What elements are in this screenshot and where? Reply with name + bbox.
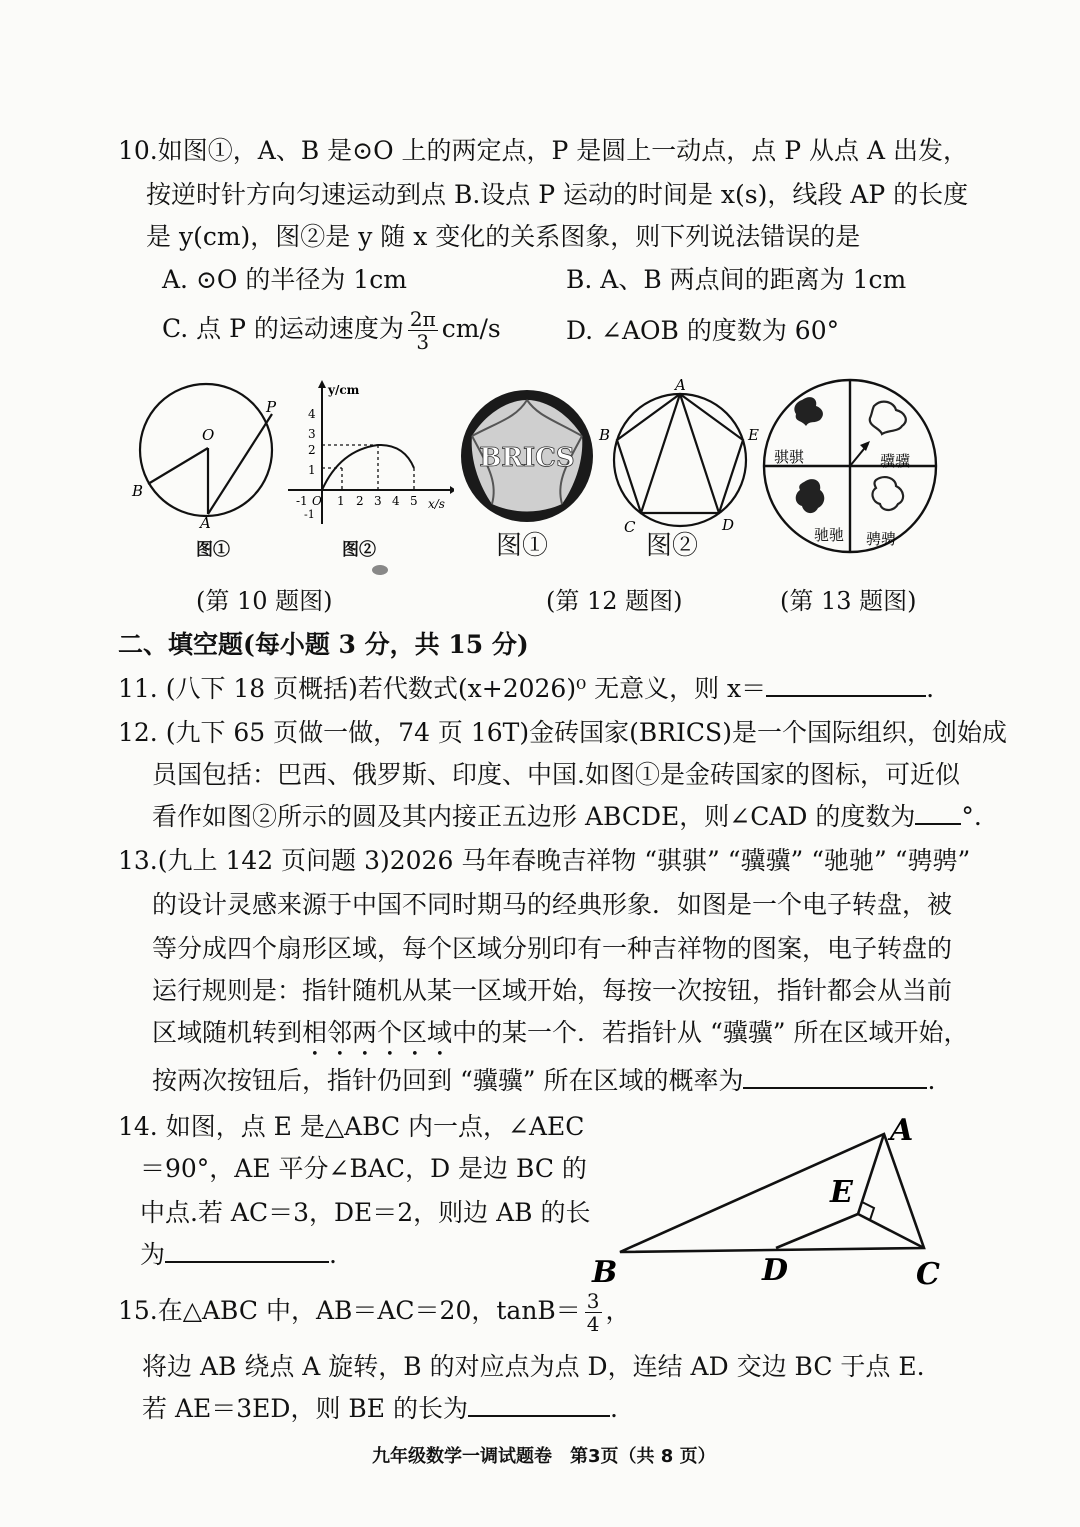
point-d-label: D bbox=[762, 1253, 789, 1288]
q13-line3: 等分成四个扇形区域，每个区域分别印有一种吉祥物的图案，电子转盘的 bbox=[152, 934, 953, 963]
q13-line5-post: 中的某一个．若指针从 “骥骥” 所在区域开始， bbox=[452, 1018, 969, 1047]
point-d-label: D bbox=[722, 516, 735, 534]
q15-line3 bbox=[142, 1392, 618, 1426]
point-e-label: E bbox=[748, 426, 759, 444]
sector-qiqi-label: 骐骐 bbox=[774, 448, 805, 466]
q14-line4 bbox=[140, 1238, 337, 1272]
point-a-label: A bbox=[675, 378, 686, 394]
q10-figure2-label: 图② bbox=[342, 540, 376, 560]
q10-option-c-fraction: $\frac{2\pi}{3}$ bbox=[409, 307, 436, 354]
mascot-chichi-icon bbox=[796, 479, 825, 513]
q13-line6 bbox=[152, 1064, 935, 1098]
point-a-label: A bbox=[890, 1113, 914, 1148]
q15-answer-blank[interactable] bbox=[468, 1393, 610, 1417]
mascot-chengcheng-icon bbox=[873, 477, 904, 510]
point-c-label: C bbox=[624, 518, 636, 536]
caption-q10: (第 10 题图) bbox=[196, 587, 333, 615]
q12-figure1-label: 图① bbox=[496, 531, 549, 561]
q12-end: °. bbox=[961, 802, 982, 831]
y-axis-label: y/cm bbox=[328, 383, 360, 397]
y-tick-2: 2 bbox=[308, 443, 316, 457]
x-tick-2: 2 bbox=[356, 494, 364, 508]
q13-end: . bbox=[927, 1066, 936, 1095]
point-o-label: O bbox=[202, 426, 215, 444]
q13-spinner-wheel bbox=[762, 378, 942, 558]
y-tick-1: 1 bbox=[308, 463, 316, 477]
q14-line1: 14. 如图，点 E 是△ABC 内一点，∠AEC bbox=[118, 1112, 585, 1141]
q12-line3 bbox=[152, 800, 982, 834]
y-tick-4: 4 bbox=[308, 407, 316, 421]
point-c-label: C bbox=[916, 1257, 940, 1292]
q10-option-c-unit: cm/s bbox=[441, 314, 501, 343]
q13-line5 bbox=[152, 1016, 969, 1062]
x-tick-4: 4 bbox=[392, 494, 400, 508]
q14-line4-text: 为 bbox=[140, 1240, 166, 1269]
q14-line3: 中点.若 AC＝3，DE＝2，则边 AB 的长 bbox=[140, 1198, 591, 1227]
q13-line1: 13.(九上 142 页问题 3)2026 马年春晚吉祥物 “骐骐” “骥骥” “驰驰” “骋骋” bbox=[118, 846, 971, 875]
q10-line3: 是 y(cm)，图②是 y 随 x 变化的关系图象，则下列说法错误的是 bbox=[146, 222, 861, 251]
x-tick-neg1: -1 bbox=[296, 494, 308, 508]
q12-line2: 员国包括：巴西、俄罗斯、印度、中国.如图①是金砖国家的图标，可近似 bbox=[152, 760, 960, 789]
brics-logo-text: BRICS bbox=[479, 443, 575, 473]
q14-line2: ＝90°，AE 平分∠BAC，D 是边 BC 的 bbox=[140, 1154, 587, 1183]
q12-figure1-brics-logo bbox=[458, 386, 596, 526]
q14-answer-blank[interactable] bbox=[165, 1239, 329, 1263]
section2-title: 二、填空题(每小题 3 分，共 15 分) bbox=[118, 630, 529, 659]
y-tick-neg1: -1 bbox=[304, 508, 315, 521]
q15-tan-fraction: $\frac{3}{4}$ bbox=[586, 1289, 600, 1336]
q15-line3-text: 若 AE＝3ED，则 BE 的长为 bbox=[142, 1394, 468, 1423]
q13-line2: 的设计灵感来源于中国不同时期马的经典形象．如图是一个电子转盘，被 bbox=[152, 890, 953, 919]
caption-q13: (第 13 题图) bbox=[780, 587, 917, 615]
q12-line1: 12. (九下 65 页做一做，74 页 16T)金砖国家(BRICS)是一个国际组织，创始成 bbox=[118, 718, 1007, 747]
x-axis-label: x/s bbox=[428, 497, 445, 511]
point-a-label: A bbox=[200, 514, 211, 532]
q10-line1: 10.如图①，A、B 是⊙O 上的两定点，P 是圆上一动点，点 P 从点 A 出发， bbox=[118, 136, 968, 165]
mascot-jiji-icon bbox=[870, 402, 906, 434]
q13-answer-blank[interactable] bbox=[743, 1065, 927, 1089]
q10-figure1-label: 图① bbox=[196, 540, 230, 560]
q13-line6-text: 按两次按钮后，指针仍回到 “骥骥” 所在区域的概率为 bbox=[152, 1066, 744, 1095]
x-tick-origin: O bbox=[312, 494, 322, 508]
q15-line1-text: 15.在△ABC 中，AB＝AC＝20，tanB＝ bbox=[118, 1296, 581, 1325]
sector-chichi-label: 驰驰 bbox=[814, 526, 845, 544]
q10-option-c-text: C. 点 P 的运动速度为 bbox=[162, 314, 404, 343]
q13-line4: 运行规则是：指针随机从某一区域开始，每按一次按钮，指针都会从当前 bbox=[152, 976, 953, 1005]
point-b-label: B bbox=[592, 1255, 618, 1290]
sector-chengcheng-label: 骋骋 bbox=[866, 530, 897, 548]
point-p-label: P bbox=[266, 398, 277, 416]
q13-line5-pre: 区域随机转到 bbox=[152, 1018, 303, 1047]
q12-line3-text: 看作如图②所示的圆及其内接正五边形 ABCDE，则∠CAD 的度数为 bbox=[152, 802, 916, 831]
q15-line1-end: ， bbox=[605, 1296, 631, 1325]
caption-q12: (第 12 题图) bbox=[546, 587, 683, 615]
q10-option-d: D. ∠AOB 的度数为 60° bbox=[566, 316, 840, 345]
x-tick-3: 3 bbox=[374, 494, 382, 508]
q14-triangle-figure bbox=[588, 1110, 948, 1300]
point-b-label: B bbox=[599, 426, 611, 444]
q10-option-b: B. A、B 两点间的距离为 1cm bbox=[566, 265, 907, 294]
q13-line5-emphasis: 相邻两个区域 bbox=[302, 1018, 453, 1047]
q10-option-c bbox=[162, 308, 501, 353]
point-b-label: B bbox=[132, 482, 144, 500]
x-tick-1: 1 bbox=[337, 494, 345, 508]
q12-figure2-label: 图② bbox=[646, 531, 699, 561]
sector-jiji-label: 骥骥 bbox=[880, 452, 911, 470]
q15-line1 bbox=[118, 1290, 631, 1335]
point-e-label: E bbox=[830, 1175, 853, 1210]
q15-end: . bbox=[609, 1394, 618, 1423]
q12-figure2-pentagon bbox=[598, 378, 768, 538]
q12-answer-blank[interactable] bbox=[915, 801, 961, 825]
q10-option-a: A. ⊙O 的半径为 1cm bbox=[162, 265, 407, 294]
q10-figure2-graph bbox=[282, 378, 454, 528]
q10-figure1-circle bbox=[128, 380, 288, 540]
x-tick-5: 5 bbox=[410, 494, 418, 508]
page-footer: 九年级数学一调试题卷 第3页（共 8 页） bbox=[372, 1446, 716, 1467]
q14-end: . bbox=[329, 1240, 337, 1269]
q10-line2: 按逆时针方向匀速运动到点 B.设点 P 运动的时间是 x(s)，线段 AP 的长度 bbox=[146, 180, 969, 209]
q11-answer-blank[interactable] bbox=[766, 673, 926, 697]
q11-end: . bbox=[926, 674, 935, 703]
q11-line bbox=[118, 672, 934, 706]
q15-line2: 将边 AB 绕点 A 旋转，B 的对应点为点 D，连结 AD 交边 BC 于点 E. bbox=[142, 1352, 925, 1381]
mascot-qiqi-icon bbox=[794, 397, 823, 426]
q11-text: 11. (八下 18 页概括)若代数式(x+2026)⁰ 无意义，则 x＝ bbox=[118, 674, 767, 703]
y-tick-3: 3 bbox=[308, 427, 316, 441]
smudge-decoration bbox=[370, 562, 390, 578]
